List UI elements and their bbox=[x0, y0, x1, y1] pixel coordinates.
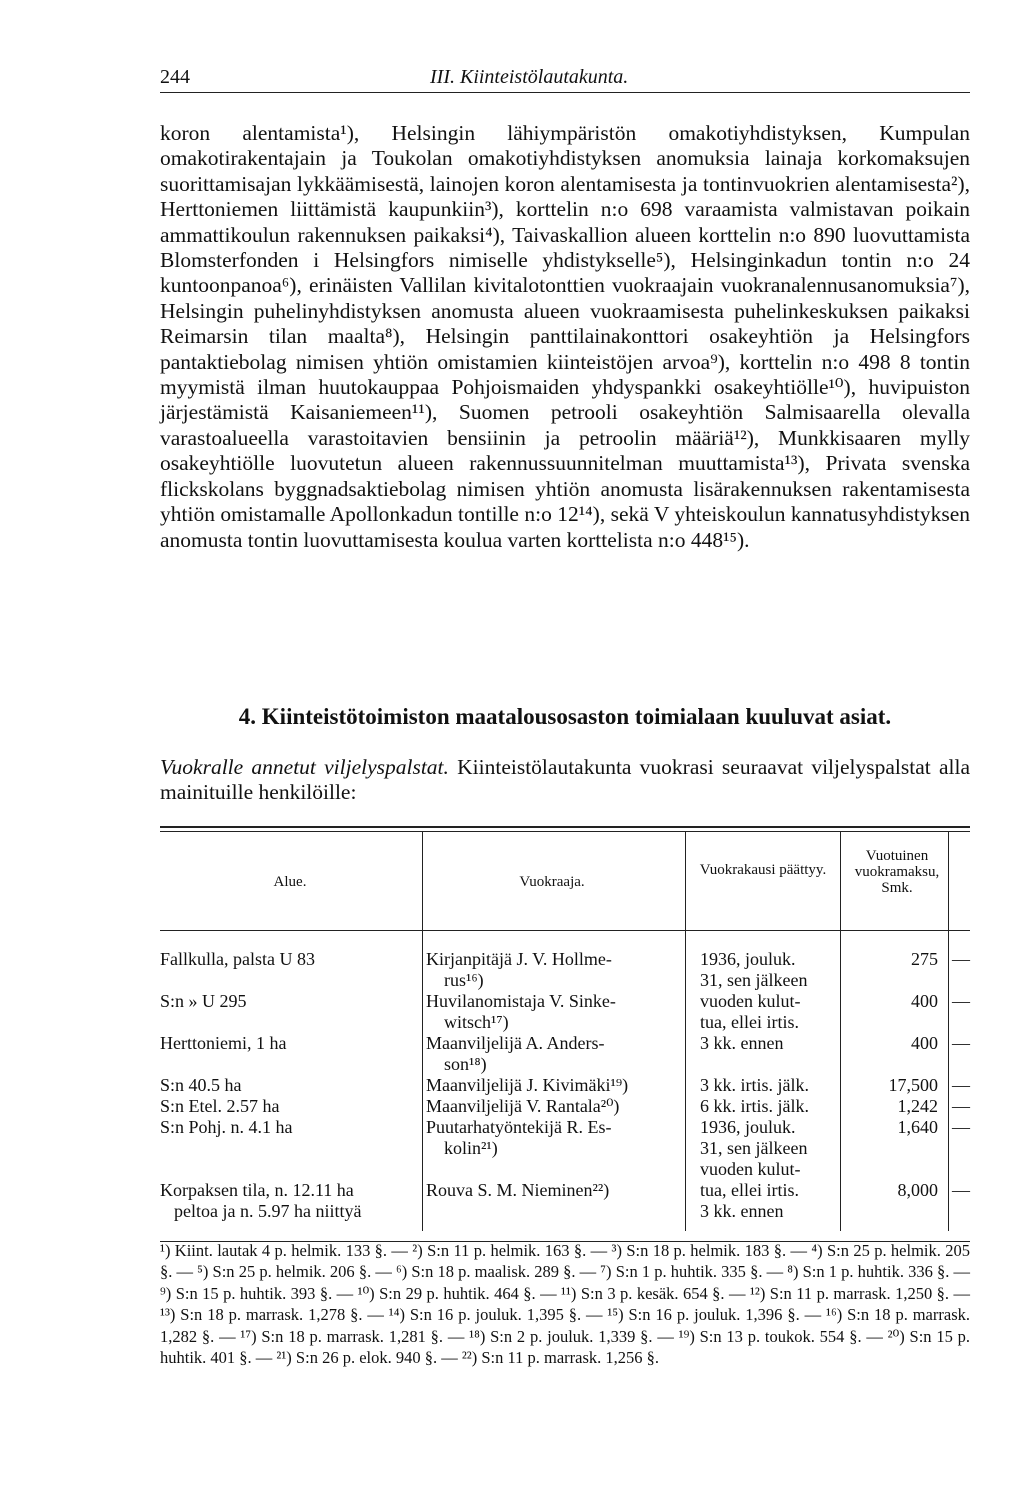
lease-table bbox=[160, 826, 970, 1242]
cell-vuokrakausi: 3 kk. ennen bbox=[700, 1033, 784, 1053]
cell-alue: peltoa ja n. 5.97 ha niittyä bbox=[174, 1201, 362, 1221]
cell-vuokramaksu: 8,000 bbox=[897, 1180, 938, 1200]
cell-vuokraaja: Maanviljelijä V. Rantala²⁰) bbox=[426, 1096, 620, 1116]
table-header bbox=[160, 832, 970, 931]
section-title: 4. Kiinteistötoimiston maatalousosaston toimialaan kuuluvat asiat. bbox=[238, 704, 892, 729]
cell-vuokramaksu: 400 bbox=[911, 1033, 938, 1053]
cell-vuokrakausi: vuoden kulut- bbox=[700, 991, 801, 1011]
cell-dash: — bbox=[952, 1096, 970, 1116]
cell-vuokraaja: Maanviljelijä J. Kivimäki¹⁹) bbox=[426, 1075, 629, 1095]
cell-vuokraaja: Huvilanomistaja V. Sinke- bbox=[426, 991, 616, 1011]
cell-vuokramaksu: 1,242 bbox=[897, 1096, 938, 1116]
cell-vuokrakausi: tua, ellei irtis. bbox=[700, 1012, 799, 1032]
col-divider bbox=[422, 832, 423, 930]
cell-vuokraaja: Kirjanpitäjä J. V. Hollme- bbox=[426, 949, 612, 969]
col-divider bbox=[840, 931, 841, 1231]
intro-paragraph: koron alentamista¹), Helsingin lähiympäristön omakotiyhdistyksen, Kumpulan omakotirakentajain ja Toukolan omakotiyhdistyksen anomuksia lainaja korkomaksujen suorittamisajan lykkäämisestä, lainojen koron alentamisesta ja tontinvuokrien alentamisesta²), Herttoniemen liittämistä kaupunkiin³), korttelin n:o 698 varaamista valmistavan poikain ammattikoulun rakennuksen paikaksi⁴), Taivaskallion alueen korttelin n:o 890 luovuttamista Blomsterfonden i Helsingfors nimiselle yhdistykselle⁵), Helsinginkadun tontin n:o 24 kuntoonpanoa⁶), erinäisten Vallilan kivitalotonttien vuokraajain vuokranalennusanomuksia⁷), Helsingin puhelinyhdistyksen anomusta alueen vuokraamisesta puhelinkeskuksen paikaksi Reimarsin tilan maalta⁸), Helsingin panttilainakonttori osakeyhtiön ja Helsingfors pantaktiebolag nimisen yhtiön omistamien kiinteistöjen arvoa⁹), korttelin n:o 498 8 tontin myymistä ilman huutokauppaa Pohjoismaiden yhdyspankki osakeyhtiölle¹⁰), huvipuiston järjestämistä Kaisaniemeen¹¹), Suomen petrooli osakeyhtiön Salmisaarella olevalla varastoalueella varastoitavien bensiinin ja petroolin määriä¹²), Munkkisaaren mylly osakeyhtiölle luovutetun alueen rakennussuunnitelman muuttamista¹³), Privata svenska flickskolans byggnadsaktiebolag nimisen yhtiön anomusta lisärakennuksen rakentamisesta yhtiön omistamalle Apollonkadun tontille n:o 12¹⁴), sekä V yhteiskoulun kannatusyhdistyksen anomusta tontin luovuttamisesta koulua varten korttelista n:o 448¹⁵). bbox=[160, 121, 970, 552]
cell-dash: — bbox=[952, 1180, 970, 1200]
cell-vuokrakausi: 1936, jouluk. bbox=[700, 949, 796, 969]
cell-vuokramaksu: 400 bbox=[911, 991, 938, 1011]
header-vuokrakausi: Vuokrakausi päättyy. bbox=[699, 862, 827, 878]
cell-vuokraaja: kolin²¹) bbox=[444, 1138, 498, 1158]
lead-text: Kiinteistölautakunta vuokrasi seuraavat viljelyspalstat alla mainituille henkilöille: bbox=[160, 755, 970, 805]
cell-vuokrakausi: 1936, jouluk. bbox=[700, 1117, 796, 1137]
header-vuokraaja: Vuokraaja. bbox=[519, 874, 585, 890]
cell-alue: S:n Etel. 2.57 ha bbox=[160, 1096, 280, 1116]
cell-dash: — bbox=[952, 991, 970, 1011]
header-vuokramaksu: Vuotuinen vuokramaksu, Smk. bbox=[854, 848, 940, 896]
col-divider bbox=[840, 832, 841, 930]
cell-vuokraaja: Rouva S. M. Nieminen²²) bbox=[426, 1180, 610, 1200]
cell-alue: Herttoniemi, 1 ha bbox=[160, 1033, 287, 1053]
header-alue: Alue. bbox=[273, 874, 307, 890]
lead-paragraph bbox=[160, 755, 970, 806]
col-divider bbox=[422, 931, 423, 1231]
cell-vuokramaksu: 275 bbox=[911, 949, 938, 969]
cell-vuokrakausi: 3 kk. ennen bbox=[700, 1201, 784, 1221]
cell-dash: — bbox=[952, 1075, 970, 1095]
cell-vuokrakausi: 3 kk. irtis. jälk. bbox=[700, 1075, 809, 1095]
running-title: III. Kiinteistölautakunta. bbox=[430, 66, 629, 88]
page-header bbox=[160, 62, 970, 93]
cell-alue: Fallkulla, palsta U 83 bbox=[160, 949, 315, 969]
cell-vuokraaja: son¹⁸) bbox=[444, 1054, 487, 1074]
col-divider bbox=[685, 832, 686, 930]
cell-dash: — bbox=[952, 949, 970, 969]
cell-vuokraaja: Puutarhatyöntekijä R. Es- bbox=[426, 1117, 612, 1137]
cell-vuokrakausi: tua, ellei irtis. bbox=[700, 1180, 799, 1200]
cell-vuokrakausi: 31, sen jälkeen bbox=[700, 1138, 808, 1158]
cell-alue: Korpaksen tila, n. 12.11 ha bbox=[160, 1180, 354, 1200]
col-divider bbox=[948, 931, 949, 1231]
cell-vuokraaja: rus¹⁶) bbox=[444, 970, 484, 990]
footnotes: ¹) Kiint. lautak 4 p. helmik. 133 §. — ²) S:n 11 p. helmik. 163 §. — ³) S:n 18 p. helmik. 183 §. — ⁴) S:n 25 p. helmik. 205 §. — ⁵) S:n 25 p. helmik. 206 §. — ⁶) S:n 18 p. maalisk. 289 §. — ⁷) S:n 1 p. huhtik. 335 §. — ⁸) S:n 1 p. huhtik. 336 §. — ⁹) S:n 15 p. huhtik. 393 §. — ¹⁰) S:n 29 p. huhtik. 464 §. — ¹¹) S:n 3 p. kesäk. 654 §. — ¹²) S:n 11 p. marrask. 1,250 §. — ¹³) S:n 18 p. marrask. 1,278 §. — ¹⁴) S:n 16 p. jouluk. 1,395 §. — ¹⁵) S:n 16 p. jouluk. 1,396 §. — ¹⁶) S:n 18 p. marrask. 1,282 §. — ¹⁷) S:n 18 p. marrask. 1,281 §. — ¹⁸) S:n 2 p. jouluk. 1,339 §. — ¹⁹) S:n 13 p. toukok. 554 §. — ²⁰) S:n 15 p. huhtik. 401 §. — ²¹) S:n 26 p. elok. 940 §. — ²²) S:n 11 p. marrask. 1,256 §. bbox=[160, 1241, 970, 1368]
cell-vuokraaja: witsch¹⁷) bbox=[444, 1012, 509, 1032]
cell-vuokrakausi: vuoden kulut- bbox=[700, 1159, 801, 1179]
cell-vuokramaksu: 17,500 bbox=[888, 1075, 938, 1095]
cell-dash: — bbox=[952, 1117, 970, 1137]
page-number: 244 bbox=[160, 66, 190, 88]
cell-alue: S:n 40.5 ha bbox=[160, 1075, 242, 1095]
cell-vuokrakausi: 6 kk. irtis. jälk. bbox=[700, 1096, 809, 1116]
lead-italic: Vuokralle annetut viljelyspalstat. bbox=[160, 755, 449, 779]
col-divider bbox=[948, 832, 949, 930]
cell-dash: — bbox=[952, 1033, 970, 1053]
cell-alue: S:n » U 295 bbox=[160, 991, 247, 1011]
col-divider bbox=[685, 931, 686, 1231]
table-body bbox=[160, 941, 970, 1242]
cell-vuokrakausi: 31, sen jälkeen bbox=[700, 970, 808, 990]
cell-alue: S:n Pohj. n. 4.1 ha bbox=[160, 1117, 293, 1137]
cell-vuokraaja: Maanviljelijä A. Anders- bbox=[426, 1033, 605, 1053]
cell-vuokramaksu: 1,640 bbox=[897, 1117, 938, 1137]
